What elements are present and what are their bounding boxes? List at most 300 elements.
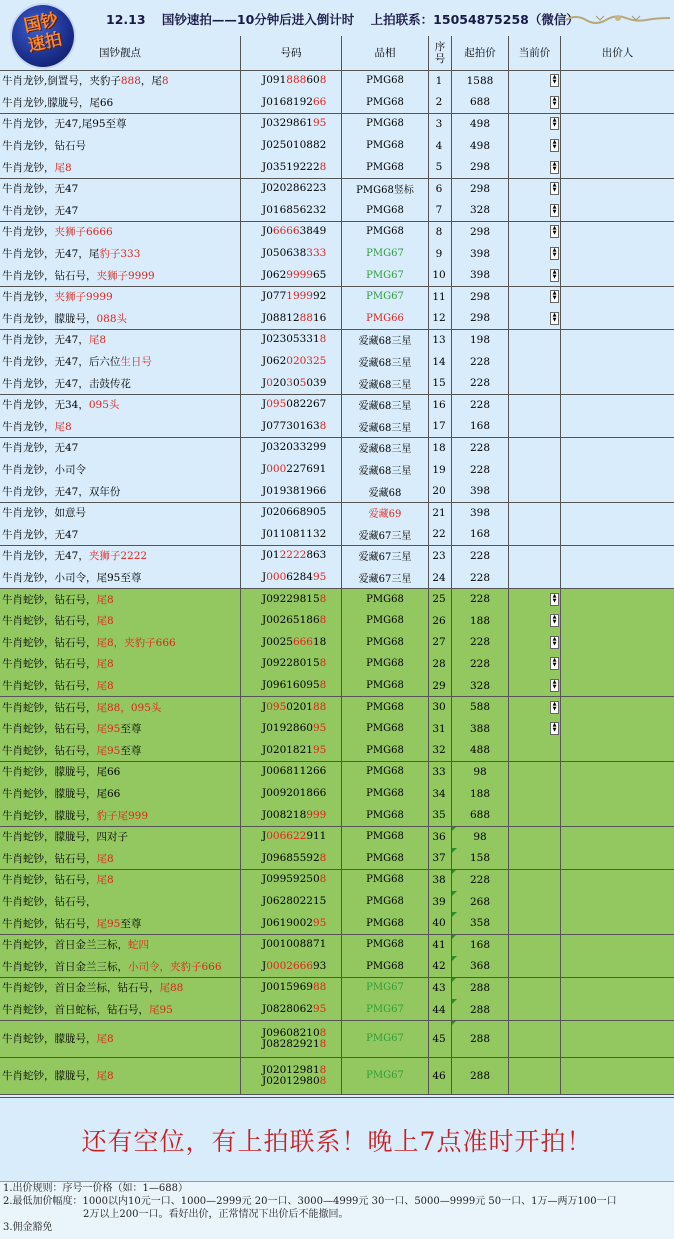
lot-description xyxy=(2,200,238,222)
text-segment: 000 xyxy=(266,571,287,584)
lot-number: 25 xyxy=(432,593,446,606)
lot-number: 22 xyxy=(432,528,446,541)
lot-number: 29 xyxy=(432,679,446,692)
table-row xyxy=(0,70,674,92)
serial-line xyxy=(262,270,326,281)
stepper-up-icon[interactable]: ▲ xyxy=(552,74,557,81)
lot-description xyxy=(2,718,238,740)
text-segment: J077 xyxy=(262,290,287,303)
lot-number: 39 xyxy=(432,895,446,908)
text-segment: J091 xyxy=(262,74,287,87)
grade: PMG68竖标 xyxy=(356,185,414,197)
serial-number xyxy=(262,653,346,675)
serial-number xyxy=(262,394,346,416)
table-row xyxy=(0,632,674,654)
group-separator xyxy=(0,761,674,762)
stepper-down-icon[interactable]: ▼ xyxy=(552,165,557,172)
serial-line xyxy=(262,529,326,540)
grade: PMG68 xyxy=(366,896,404,908)
lot-description xyxy=(2,804,238,826)
text-segment: 牛肖龙钞，钻石号 xyxy=(2,140,86,153)
serial-line xyxy=(262,507,326,518)
start-price: 588 xyxy=(469,701,491,714)
serial-number xyxy=(262,999,346,1021)
text-segment: 039 xyxy=(306,376,327,389)
serial-number xyxy=(262,869,346,891)
lot-description xyxy=(2,999,238,1021)
stepper-up-icon[interactable]: ▲ xyxy=(552,160,557,167)
stepper-up-icon[interactable]: ▲ xyxy=(552,268,557,275)
text-segment: J009201866 xyxy=(262,787,327,800)
text-segment: 8 xyxy=(319,1026,327,1039)
stepper-down-icon[interactable]: ▼ xyxy=(552,727,557,734)
column-divider xyxy=(240,36,241,1094)
serial-number xyxy=(262,934,346,956)
column-header-seq: 序号 xyxy=(434,41,446,65)
grade: PMG68 xyxy=(366,658,404,670)
stepper-down-icon[interactable]: ▼ xyxy=(552,100,557,107)
text-segment: 尾8 xyxy=(88,334,107,347)
grade: 爱藏68三星 xyxy=(358,358,412,370)
text-segment: 牛肖蛇钞，钻石号， xyxy=(2,874,97,887)
text-segment: J0828062 xyxy=(262,1003,313,1016)
stepper-down-icon[interactable]: ▼ xyxy=(552,144,557,151)
text-segment: ，尾 xyxy=(140,75,162,88)
column-header-grade: 品相 xyxy=(374,47,396,59)
grade: PMG68 xyxy=(366,939,404,951)
stepper-down-icon[interactable]: ▼ xyxy=(552,705,557,712)
price-stepper[interactable] xyxy=(550,96,559,109)
text-segment: 88 xyxy=(299,311,313,324)
text-segment: 牛肖蛇钞，朦胧号， xyxy=(2,1070,97,1083)
decorative-ribbon-icon xyxy=(566,12,670,24)
text-segment: J09228015 xyxy=(262,657,320,670)
serial-number xyxy=(262,524,346,546)
stepper-up-icon[interactable]: ▲ xyxy=(552,679,557,686)
lot-number: 40 xyxy=(432,917,446,930)
text-segment: J0025 xyxy=(262,635,293,648)
text-segment: J xyxy=(262,571,267,584)
text-segment: 牛肖龙钞，无47，击鼓传花 xyxy=(2,377,131,390)
serial-number xyxy=(262,740,346,762)
start-price: 298 xyxy=(469,290,491,303)
text-segment: 牛肖蛇钞，钻石号， xyxy=(2,615,97,628)
stepper-down-icon[interactable]: ▼ xyxy=(552,316,557,323)
contact-info: 上拍联系：15054875258（微信） xyxy=(370,12,579,27)
group-separator xyxy=(0,221,674,222)
start-price: 228 xyxy=(469,657,491,670)
price-stepper[interactable] xyxy=(550,290,559,303)
lot-description xyxy=(2,351,238,373)
serial-number xyxy=(262,351,346,373)
stepper-down-icon[interactable]: ▼ xyxy=(552,208,557,215)
column-divider xyxy=(428,36,429,1094)
text-segment: 20 xyxy=(272,376,287,389)
start-price: 298 xyxy=(469,182,491,195)
lot-description xyxy=(2,113,238,135)
grade: PMG68 xyxy=(366,788,404,800)
stepper-up-icon[interactable]: ▲ xyxy=(552,700,557,707)
serial-line xyxy=(262,378,326,389)
text-segment: 8 xyxy=(319,74,327,87)
start-price: 1588 xyxy=(466,74,494,87)
text-segment: J019381966 xyxy=(262,484,327,497)
grade: PMG67 xyxy=(366,291,404,303)
stepper-down-icon[interactable]: ▼ xyxy=(552,662,557,669)
price-stepper[interactable] xyxy=(550,247,559,260)
text-segment: 至尊 xyxy=(120,723,142,736)
serial-line xyxy=(262,118,326,129)
lot-number: 45 xyxy=(432,1032,446,1045)
text-segment: 尾8 xyxy=(54,420,72,433)
lot-description xyxy=(2,416,238,438)
lot-number: 11 xyxy=(432,290,446,303)
stepper-down-icon[interactable]: ▼ xyxy=(552,619,557,626)
stepper-up-icon[interactable]: ▲ xyxy=(552,225,557,232)
text-segment: J01 xyxy=(262,549,280,562)
start-price: 158 xyxy=(469,852,491,865)
stepper-down-icon[interactable]: ▼ xyxy=(552,597,557,604)
serial-number xyxy=(262,848,346,870)
lot-description xyxy=(2,610,238,632)
text-segment: 牛肖蛇钞，钻石号， xyxy=(2,917,97,930)
text-segment: 93 xyxy=(313,959,327,972)
text-segment: 8 xyxy=(161,74,169,87)
table-row xyxy=(0,286,674,308)
serial-number xyxy=(262,156,346,178)
start-price: 328 xyxy=(469,679,491,692)
text-segment: 1999 xyxy=(286,290,313,303)
text-segment: 牛肖龙钞，无47，双年份 xyxy=(2,485,121,498)
lot-description xyxy=(2,588,238,610)
text-segment: J0619002 xyxy=(262,916,313,929)
table-row xyxy=(0,804,674,826)
start-price: 228 xyxy=(469,571,491,584)
text-segment: 666 xyxy=(292,959,313,972)
column-header-code: 号码 xyxy=(280,47,302,59)
grade: PMG68 xyxy=(366,75,404,87)
serial-line xyxy=(262,1039,326,1050)
text-segment: 牛肖蛇钞，朦胧号，四对子 xyxy=(2,831,128,844)
stepper-down-icon[interactable]: ▼ xyxy=(552,640,557,647)
price-stepper[interactable] xyxy=(550,117,559,130)
stepper-up-icon[interactable]: ▲ xyxy=(552,290,557,297)
text-segment: 牛肖龙钞， xyxy=(2,291,55,304)
group-separator xyxy=(0,70,674,71)
serial-number xyxy=(262,437,346,459)
price-stepper[interactable] xyxy=(550,679,559,692)
text-segment: 8 xyxy=(319,160,327,173)
lot-description xyxy=(2,848,238,870)
start-price: 288 xyxy=(469,981,491,994)
group-separator xyxy=(0,977,674,978)
price-stepper[interactable] xyxy=(550,182,559,195)
text-segment: 8 xyxy=(319,1063,327,1076)
text-segment: 牛肖蛇钞，钻石号， xyxy=(2,723,97,736)
serial-line xyxy=(262,594,326,605)
serial-line xyxy=(262,572,326,583)
price-stepper[interactable] xyxy=(550,74,559,87)
text-segment: 尾88，095头 xyxy=(96,701,162,714)
start-price: 498 xyxy=(469,117,491,130)
stepper-up-icon[interactable]: ▲ xyxy=(552,657,557,664)
lot-number: 13 xyxy=(432,333,446,346)
stepper-up-icon[interactable]: ▲ xyxy=(552,203,557,210)
lot-description xyxy=(2,221,238,243)
rules-section xyxy=(0,1181,674,1239)
grade: PMG68 xyxy=(366,140,404,152)
price-stepper[interactable] xyxy=(550,614,559,627)
text-segment: J03519222 xyxy=(262,160,320,173)
text-segment: 牛肖蛇钞，钻石号， xyxy=(2,896,97,909)
table-row xyxy=(0,783,674,805)
text-segment: 牛肖龙钞,朦胧号，尾66 xyxy=(2,96,114,109)
lot-number: 16 xyxy=(432,398,446,411)
text-segment: 牛肖蛇钞，首日金兰标，钻石号， xyxy=(2,982,160,995)
start-price: 228 xyxy=(469,377,491,390)
price-stepper[interactable] xyxy=(550,636,559,649)
price-stepper[interactable] xyxy=(550,593,559,606)
group-separator xyxy=(0,329,674,330)
text-segment: 8 xyxy=(319,419,327,432)
text-segment: J02012981 xyxy=(262,1063,320,1076)
table-row xyxy=(0,416,674,438)
stepper-up-icon[interactable]: ▲ xyxy=(552,247,557,254)
text-segment: J020286223 xyxy=(262,182,327,195)
text-segment: J062 xyxy=(262,268,287,281)
lot-description xyxy=(2,178,238,200)
group-separator xyxy=(0,826,674,827)
text-segment: 牛肖龙钞，无47 xyxy=(2,204,79,217)
lot-description xyxy=(2,70,238,92)
serial-number xyxy=(262,70,346,92)
lot-number: 10 xyxy=(432,269,446,282)
text-segment: 0002 xyxy=(266,959,293,972)
text-segment: J00265186 xyxy=(262,614,320,627)
stepper-down-icon[interactable]: ▼ xyxy=(552,273,557,280)
text-segment: 牛肖龙钞， xyxy=(2,420,55,433)
lot-description xyxy=(2,567,238,589)
column-divider xyxy=(508,36,509,1094)
lot-number: 7 xyxy=(435,204,443,217)
start-price: 228 xyxy=(469,873,491,886)
text-segment: 60 xyxy=(306,74,320,87)
start-price: 168 xyxy=(469,528,491,541)
lot-number: 14 xyxy=(432,355,446,368)
group-separator xyxy=(0,178,674,179)
serial-number xyxy=(262,135,346,157)
stepper-down-icon[interactable]: ▼ xyxy=(552,79,557,86)
text-segment: 牛肖蛇钞，朦胧号， xyxy=(2,1033,97,1046)
lot-number: 43 xyxy=(432,981,446,994)
text-segment: 尾8，夹豹子666 xyxy=(96,636,176,649)
price-stepper[interactable] xyxy=(550,722,559,735)
lot-description xyxy=(2,934,238,956)
table-row xyxy=(0,740,674,762)
lot-description xyxy=(2,653,238,675)
text-segment: 000 xyxy=(266,463,287,476)
lot-description xyxy=(2,675,238,697)
price-stepper[interactable] xyxy=(550,657,559,670)
start-price: 688 xyxy=(469,96,491,109)
text-segment: 227691 xyxy=(286,463,327,476)
start-price: 688 xyxy=(469,809,491,822)
group-separator xyxy=(0,437,674,438)
stepper-down-icon[interactable]: ▼ xyxy=(552,252,557,259)
serial-number xyxy=(262,826,346,848)
text-segment: 尾8 xyxy=(96,874,114,887)
stepper-up-icon[interactable]: ▲ xyxy=(552,722,557,729)
text-segment: 牛肖龙钞，无47，尾 xyxy=(2,248,100,261)
lot-number: 18 xyxy=(432,441,446,454)
text-segment: J0201821 xyxy=(262,743,313,756)
text-segment: 牛肖龙钞，无47， xyxy=(2,334,89,347)
start-price: 228 xyxy=(469,463,491,476)
lot-number: 6 xyxy=(435,182,443,195)
text-segment: 牛肖龙钞，小司令，尾95至尊 xyxy=(2,572,142,585)
lot-number: 32 xyxy=(432,744,446,757)
lot-description xyxy=(2,502,238,524)
serial-line xyxy=(262,766,326,777)
start-price: 228 xyxy=(469,593,491,606)
text-segment: J008218 xyxy=(262,808,307,821)
text-segment: 6666 xyxy=(272,225,300,238)
rule-line: 3.佣金豁免 xyxy=(3,1222,53,1233)
column-header-row xyxy=(0,36,674,71)
text-segment: J07730163 xyxy=(262,419,320,432)
column-divider xyxy=(560,36,561,1094)
stepper-down-icon[interactable]: ▼ xyxy=(552,230,557,237)
lot-description xyxy=(2,977,238,999)
price-stepper[interactable] xyxy=(550,269,559,282)
text-segment: 92 xyxy=(313,290,327,303)
text-segment: 牛肖龙钞,倒置号，夹豹子 xyxy=(2,75,121,88)
lot-number: 34 xyxy=(432,787,446,800)
text-segment: 尾95 xyxy=(149,1004,173,1017)
stepper-down-icon[interactable]: ▼ xyxy=(552,187,557,194)
grade: PMG68 xyxy=(366,831,404,843)
stepper-up-icon[interactable]: ▲ xyxy=(552,139,557,146)
table-row xyxy=(0,243,674,265)
price-stepper[interactable] xyxy=(550,312,559,325)
start-price: 298 xyxy=(469,312,491,325)
table-row xyxy=(0,113,674,135)
serial-line xyxy=(262,745,326,756)
stepper-up-icon[interactable]: ▲ xyxy=(552,95,557,102)
column-divider xyxy=(341,36,342,1094)
start-price: 388 xyxy=(469,722,491,735)
lot-description xyxy=(2,92,238,114)
grade: PMG68 xyxy=(366,701,404,713)
table-row xyxy=(0,135,674,157)
table-row xyxy=(0,372,674,394)
price-stepper[interactable] xyxy=(550,204,559,217)
lot-description xyxy=(2,869,238,891)
table-row xyxy=(0,761,674,783)
text-segment: J09229815 xyxy=(262,592,320,605)
price-stepper[interactable] xyxy=(550,225,559,238)
text-segment: 牛肖龙钞，无47,尾95至尊 xyxy=(2,118,127,131)
lot-description xyxy=(2,1057,238,1094)
serial-line xyxy=(262,982,326,993)
grade: PMG68 xyxy=(366,204,404,216)
serial-number xyxy=(262,308,346,330)
text-segment: 牛肖龙钞， xyxy=(2,226,55,239)
serial-line xyxy=(262,637,326,648)
stepper-down-icon[interactable]: ▼ xyxy=(552,122,557,129)
price-stepper[interactable] xyxy=(550,139,559,152)
text-segment: 8 xyxy=(319,333,327,346)
table-row xyxy=(0,1020,674,1057)
serial-line xyxy=(262,356,326,367)
grade: 爱藏69 xyxy=(368,509,402,521)
stepper-up-icon[interactable]: ▲ xyxy=(552,117,557,124)
start-price: 228 xyxy=(469,636,491,649)
text-segment: 888 xyxy=(286,74,307,87)
stepper-up-icon[interactable]: ▲ xyxy=(552,311,557,318)
start-price: 98 xyxy=(473,830,487,843)
rule-line: 1.出价规则：序号一价格（如：1—688） xyxy=(3,1183,188,1194)
serial-number xyxy=(262,545,346,567)
text-segment: 牛肖蛇钞，钻石号， xyxy=(2,658,97,671)
serial-line xyxy=(262,226,326,237)
serial-line xyxy=(262,399,326,410)
text-segment: 3849 xyxy=(299,225,327,238)
serial-line xyxy=(262,831,326,842)
text-segment: 蛇四 xyxy=(128,939,149,952)
lot-description xyxy=(2,912,238,934)
text-segment: 082267 xyxy=(286,398,327,411)
serial-line xyxy=(262,1004,326,1015)
stepper-up-icon[interactable]: ▲ xyxy=(552,182,557,189)
serial-line xyxy=(262,788,326,799)
stepper-up-icon[interactable]: ▲ xyxy=(552,635,557,642)
text-segment: J xyxy=(262,959,267,972)
text-segment: 0201 xyxy=(286,700,313,713)
lot-number: 3 xyxy=(435,117,443,130)
lot-number: 35 xyxy=(432,809,446,822)
grade: 爱藏68三星 xyxy=(358,466,412,478)
text-segment: J02012980 xyxy=(262,1074,320,1087)
price-stepper[interactable] xyxy=(550,701,559,714)
text-segment: 088头 xyxy=(96,312,128,325)
start-price: 168 xyxy=(469,938,491,951)
grade: PMG68 xyxy=(366,615,404,627)
serial-number xyxy=(262,459,346,481)
start-price: 328 xyxy=(469,204,491,217)
start-price: 198 xyxy=(469,333,491,346)
text-segment: 0 xyxy=(266,376,273,389)
group-separator xyxy=(0,394,674,395)
serial-number xyxy=(262,783,346,805)
text-segment: J xyxy=(262,830,267,843)
price-stepper[interactable] xyxy=(550,161,559,174)
lot-number: 5 xyxy=(435,161,443,174)
text-segment: 8 xyxy=(319,851,327,864)
table-row xyxy=(0,610,674,632)
grade: 爱藏68三星 xyxy=(358,379,412,391)
table-row xyxy=(0,437,674,459)
text-segment: 6284 xyxy=(286,571,313,584)
table-row xyxy=(0,696,674,718)
stepper-down-icon[interactable]: ▼ xyxy=(552,295,557,302)
stepper-up-icon[interactable]: ▲ xyxy=(552,614,557,621)
grade: PMG67 xyxy=(366,1033,404,1045)
rule-line: 2.最低加价幅度：1000以内10元一口、1000—2999元 20一口、3000—4999元 30一口、5000—9999元 50一口、1万—两万100一口 xyxy=(3,1196,617,1207)
column-header-bidder: 出价人 xyxy=(601,47,634,59)
stepper-up-icon[interactable]: ▲ xyxy=(552,592,557,599)
stepper-down-icon[interactable]: ▼ xyxy=(552,684,557,691)
